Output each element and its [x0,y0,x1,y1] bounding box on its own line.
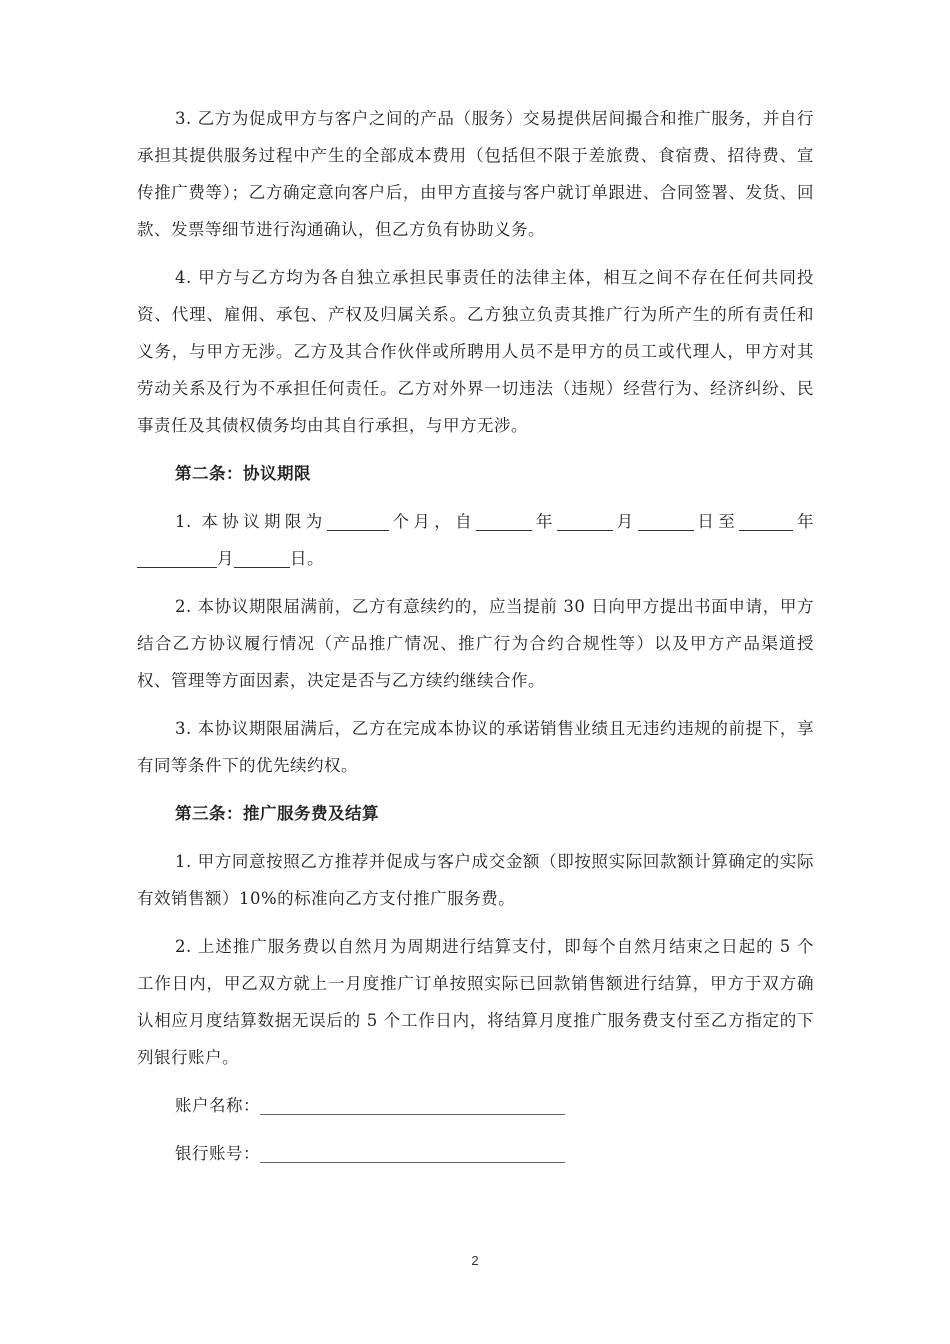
start-month-blank [557,512,613,531]
account-name-blank [260,1096,565,1115]
clause2-item2: 2. 本协议期限届满前，乙方有意续约的，应当提前 30 日向甲方提出书面申请，甲方结合乙方协议履行情况（产品推广情况、推广行为合约合规性等）以及甲方产品渠道授权、管理等方面因素，决定是否与乙方续约继续合作。 [137,597,814,690]
clause2-item1 [137,503,814,577]
end-day-blank [234,549,290,568]
clause3-item2: 2. 上述推广服务费以自然月为周期进行结算支付，即每个自然月结束之日起的 5 个工作日内，甲乙双方就上一月度推广订单按照实际已回款销售额进行结算，甲方于双方确认相应月度结算数据无误后的 5 个工作日内，将结算月度推广服务费支付至乙方指定的下列银行账户。 [137,937,814,1067]
bank-account-line [137,1135,814,1172]
term-text-4: 月 [612,512,638,531]
clause1-item3: 3. 乙方为促成甲方与客户之间的产品（服务）交易提供居间撮合和推广服务，并自行承担其提供服务过程中产生的全部成本费用（包括但不限于差旅费、食宿费、招待费、宣传推广费等）；乙方确定意向客户后，由甲方直接与客户就订单跟进、合同签署、发货、回款、发票等细节进行沟通确认，但乙方负有协助义务。 [137,109,814,239]
bank-account-label: 银行账号： [175,1144,260,1163]
term-months-blank [327,512,389,531]
bank-account-blank [260,1144,565,1163]
term-text-1: 1. 本协议期限为 [175,512,327,531]
clause1-item4: 4. 甲方与乙方均为各自独立承担民事责任的法律主体，相互之间不存在任何共同投资、代理、雇佣、承包、产权及归属关系。乙方独立负责其推广行为所产生的所有责任和义务，与甲方无涉。乙方及其合作伙伴或所聘用人员不是甲方的员工或代理人，甲方对其劳动关系及行为不承担任何责任。乙方对外界一切违法（违规）经营行为、经济纠纷、民事责任及其债权债务均由其自行承担，与甲方无涉。 [137,268,814,435]
start-year-blank [476,512,532,531]
term-text-6: 年 [793,512,814,531]
clause2-heading: 第二条：协议期限 [175,464,311,483]
term-text-2: 个月，自 [388,512,476,531]
end-year-blank [739,512,793,531]
end-month-blank [137,549,217,568]
term-text-3: 年 [532,512,557,531]
account-name-label: 账户名称： [175,1096,260,1115]
document-page [137,100,814,1172]
term-text-8: 日。 [290,549,324,568]
term-text-5: 日至 [693,512,740,531]
page-number: 2 [471,1253,479,1268]
clause3-heading: 第三条：推广服务费及结算 [175,804,379,823]
clause3-item1: 1. 甲方同意按照乙方推荐并促成与客户成交金额（即按照实际回款额计算确定的实际有效销售额）10%的标准向乙方支付推广服务费。 [137,852,814,908]
clause2-item3: 3. 本协议期限届满后，乙方在完成本协议的承诺销售业绩且无违约违规的前提下，享有同等条件下的优先续约权。 [137,719,814,775]
term-text-7: 月 [217,549,234,568]
start-day-blank [638,512,694,531]
account-name-line [137,1087,814,1124]
